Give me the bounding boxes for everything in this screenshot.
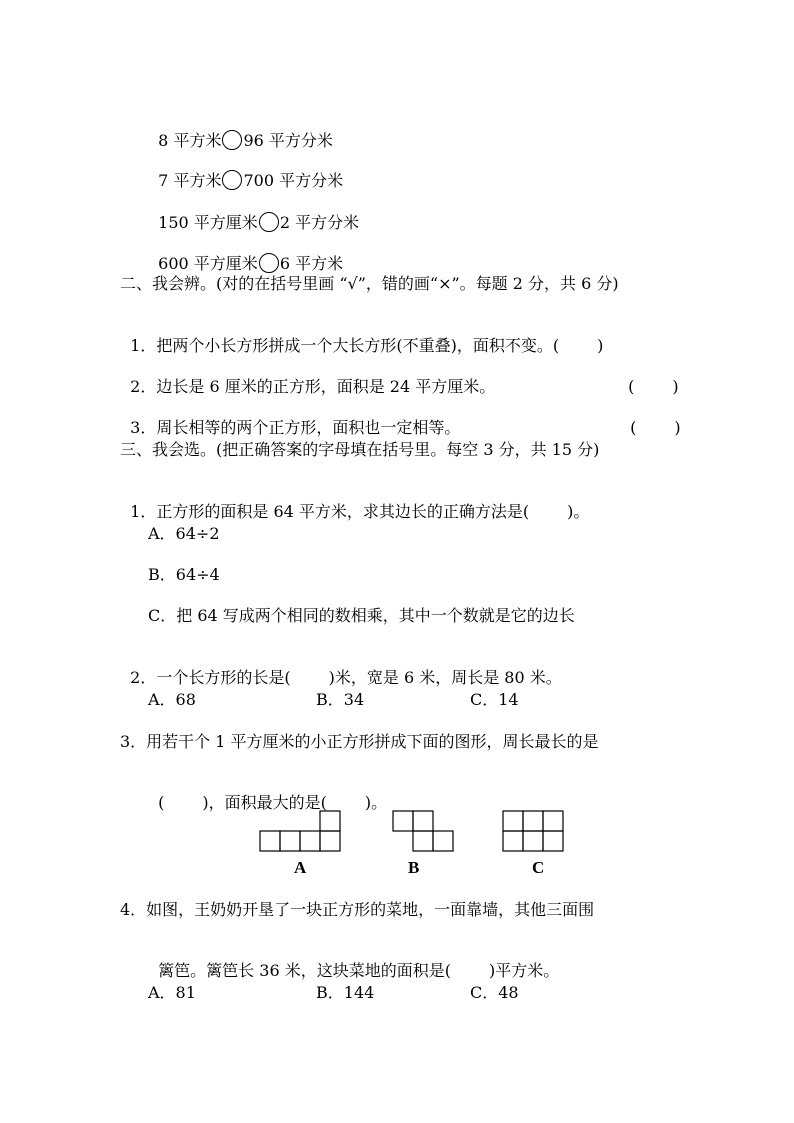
figure-c [503, 811, 563, 851]
judge-question-1 [120, 316, 603, 356]
question-text-end: )。 [364, 793, 388, 812]
question-text: )，面积最大的是( [202, 793, 327, 812]
option-b: B．34 [316, 690, 365, 709]
answer-bracket-open: ( [630, 418, 637, 437]
section-heading-choose: 三、我会选。(把正确答案的字母填在括号里。每空 3 分，共 15 分) [120, 440, 600, 459]
choice-question-2 [120, 648, 562, 688]
figure-label-c: C [532, 858, 545, 877]
compare-row-1 [148, 110, 333, 151]
question-text: 2．一个长方形的长是( [130, 668, 291, 687]
question-text: 2．边长是 6 厘米的正方形，面积是 24 平方厘米。 [130, 377, 496, 396]
option-c: C．14 [470, 690, 519, 709]
answer-bracket-open: ( [552, 336, 560, 355]
compare-left: 150 平方厘米 [158, 213, 258, 232]
question-text: 1．正方形的面积是 64 平方米，求其边长的正确方法是( [130, 502, 530, 521]
question-text-end: )。 [567, 502, 590, 521]
option-c: C．48 [470, 983, 519, 1002]
choice-question-4: 4．如图，王奶奶开垦了一块正方形的菜地，一面靠墙，其他三面围 [120, 900, 595, 919]
figure-b [393, 811, 453, 851]
judge-question-3 [120, 398, 460, 438]
choice-question-4-cont [148, 941, 559, 981]
compare-right: 6 平方米 [279, 254, 344, 273]
compare-right: 96 平方分米 [243, 131, 333, 150]
compare-left: 7 平方米 [158, 171, 222, 190]
figure-label-b: B [408, 858, 420, 877]
compare-left: 8 平方米 [158, 131, 222, 150]
option-a: A．81 [148, 983, 196, 1002]
question-text: ( [158, 793, 165, 812]
compare-right: 700 平方分米 [243, 171, 344, 190]
choice-question-3: 3．用若干个 1 平方厘米的小正方形拼成下面的图形，周长最长的是 [120, 732, 599, 751]
answer-bracket-close: ) [597, 336, 604, 355]
compare-row-4 [148, 233, 343, 274]
question-text-end: )米，宽是 6 米，周长是 80 米。 [328, 668, 562, 687]
shape-figures [250, 805, 580, 880]
judge-answer-3[interactable] [620, 398, 681, 438]
answer-bracket-close: ) [674, 418, 681, 437]
question-text: 篱笆。篱笆长 36 米，这块菜地的面积是( [158, 961, 451, 980]
option-a: A．68 [148, 690, 196, 709]
option-b: B．144 [316, 983, 375, 1002]
compare-left: 600 平方厘米 [158, 254, 258, 273]
option-b: B．64÷4 [148, 565, 220, 584]
compare-circle-blank[interactable] [259, 212, 279, 232]
answer-bracket-open: ( [628, 377, 635, 396]
question-text: 3．周长相等的两个正方形，面积也一定相等。 [130, 418, 461, 437]
option-a: A．64÷2 [148, 524, 220, 543]
compare-circle-blank[interactable] [222, 170, 242, 190]
option-c: C．把 64 写成两个相同的数相乘，其中一个数就是它的边长 [148, 606, 575, 625]
figure-label-a: A [294, 858, 307, 877]
section-heading-judge: 二、我会辨。(对的在括号里画 “√”，错的画“×”。每题 2 分，共 6 分) [120, 274, 619, 293]
answer-bracket-close: ) [672, 377, 679, 396]
question-text-end: )平方米。 [488, 961, 560, 980]
compare-right: 2 平方分米 [279, 213, 360, 232]
question-text: 1．把两个小长方形拼成一个大长方形(不重叠)，面积不变。 [130, 336, 553, 355]
figure-a [260, 811, 340, 851]
judge-question-2 [120, 357, 495, 397]
compare-row-3 [148, 192, 359, 233]
choice-question-1 [120, 482, 589, 522]
compare-row-2 [148, 150, 343, 191]
judge-answer-2[interactable] [618, 357, 679, 397]
compare-circle-blank[interactable] [259, 253, 279, 273]
compare-circle-blank[interactable] [222, 130, 242, 150]
